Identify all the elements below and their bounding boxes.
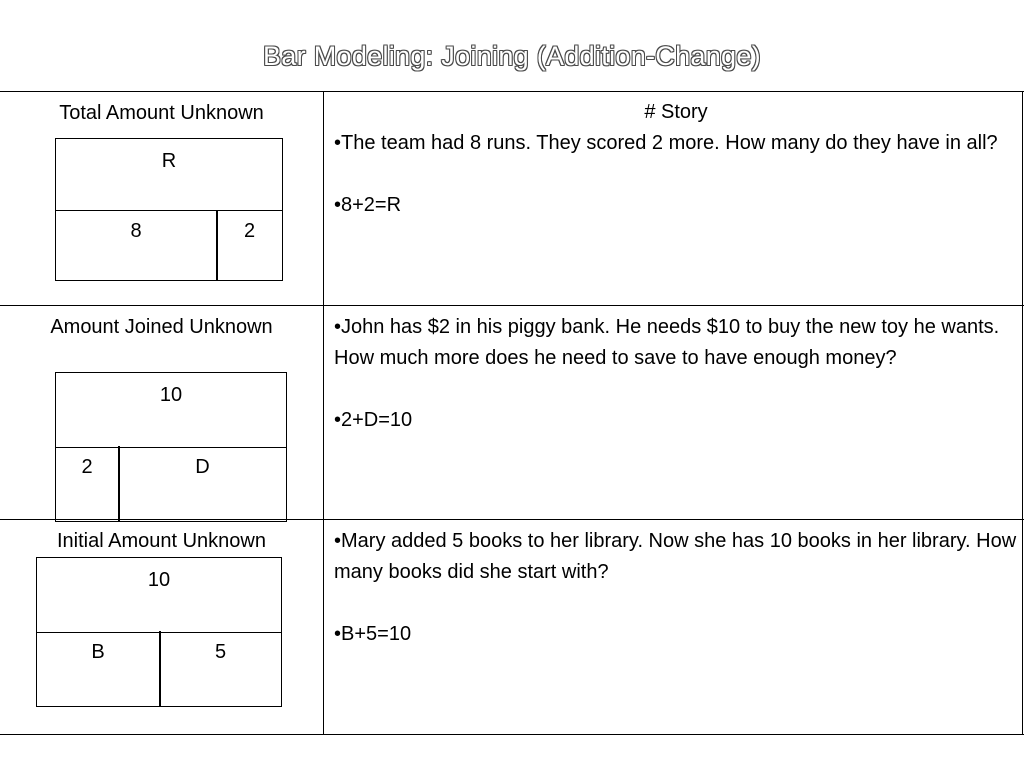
story-cell-3 (334, 526, 1018, 650)
bar-whole: 10 (56, 373, 286, 448)
column-divider (323, 91, 324, 735)
story-equation: •2+D=10 (334, 409, 413, 431)
story-text: •The team had 8 runs. They scored 2 more. How many do they have in all? (334, 132, 998, 154)
bar-part-right: 5 (214, 641, 227, 663)
bar-whole: R (56, 139, 282, 211)
bar-whole: 10 (37, 558, 281, 633)
bar-part-right: D (195, 456, 210, 478)
bar-part-left: 2 (81, 456, 93, 478)
story-text: •Mary added 5 books to her library. Now she has 10 books in her library. How many books did she start with? (334, 530, 1017, 583)
story-heading: # Story (644, 101, 708, 123)
case-label-joined-unknown: Amount Joined Unknown (50, 316, 273, 338)
case-label-initial-unknown: Initial Amount Unknown (56, 530, 266, 552)
story-cell-2 (334, 312, 1018, 436)
bar-part-left: B (91, 641, 105, 663)
bar-model-initial-unknown (36, 557, 282, 707)
story-cell-1 (334, 97, 1018, 221)
story-text: •John has $2 in his piggy bank. He needs $10 to buy the new toy he wants. How much more does he need to save to have enough money? (334, 316, 1000, 369)
story-equation: •B+5=10 (334, 623, 412, 645)
bar-part-right: 2 (243, 220, 256, 242)
story-equation: •8+2=R (334, 194, 402, 216)
bar-model-joined-unknown (55, 372, 287, 522)
bar-model-total-unknown (55, 138, 283, 281)
case-label-total-unknown: Total Amount Unknown (59, 102, 264, 124)
row-divider-1 (0, 305, 1024, 306)
bar-part-left: 8 (130, 220, 142, 242)
table-right-border (1022, 91, 1023, 735)
slide-title: Bar Modeling: Joining (Addition-Change) (263, 41, 761, 71)
